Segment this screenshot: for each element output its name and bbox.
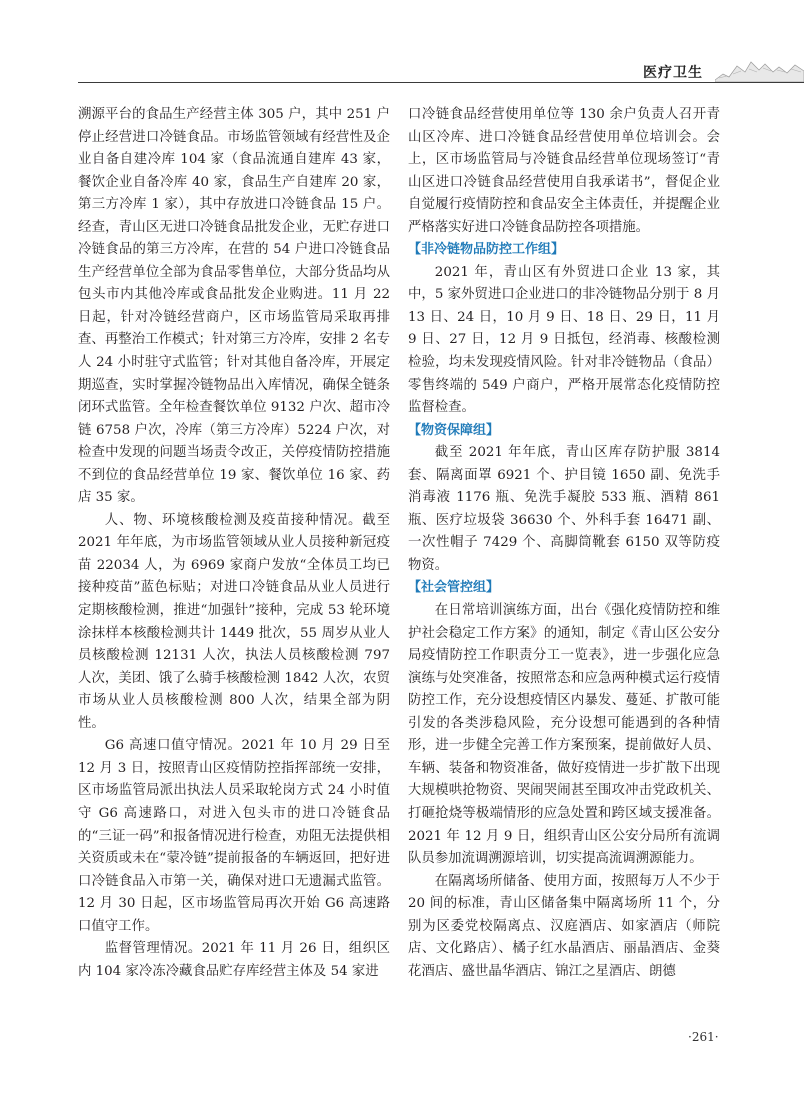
landscape-decoration-icon	[715, 54, 804, 82]
paragraph-training-meeting: 口冷链食品经营使用单位等 130 余户负责人召开青山区冷库、进口冷链食品经营使用单位培训会。会上，区市场监管局与冷链食品经营单位现场签订“青山区进口冷链食品经营使用自我承诺书”，督促企业自觉履行疫情防控和食品安全主体责任，并提醒企业严格落实好进口冷链食品防控各项措施。	[408, 107, 720, 235]
paragraph-non-cold-chain: 2021 年，青山区有外贸进口企业 13 家，其中，5 家外贸进口企业进口的非冷链物品分别于 8 月 13 日、24 日，10 月 9 日、18 日、29 日，11 月 9 日、27 日，12 月 9 日抵包，经消毒、核酸检测检验，均未发现疫情风险。针对非冷链物品（食品）零售终端的 549 户商户，严格开展常态化疫情防控监督检查。	[408, 264, 720, 416]
paragraph-isolation-sites: 在隔离场所储备、使用方面，按照每万人不少于 20 间的标准，青山区储备集中隔离场所 11 个，分别为区委党校隔离点、汉庭酒店、如家酒店（师院店、文化路店）、橘子红水晶酒店、丽晶酒店、金葵花酒店、盛世晶华酒店、锦江之星酒店、朗德	[408, 873, 720, 979]
paragraph-nucleic-acid-vaccination: 人、物、环境核酸检测及疫苗接种情况。截至 2021 年年底，为市场监管领域从业人员接种新冠疫苗 22034 人，为 6969 家商户发放“全体员工均已接种疫苗”蓝色标贴；对进口冷链食品从业人员进行定期核酸检测，推进“加强针”接种，完成 53 轮环境涂抹样本核酸检测共计 1449 批次，55 周岁从业人员核酸检测 12131 人次，执法人员核酸检测 797 人次，美团、饿了么骑手核酸检测 1842 人次，农贸市场从业人员核酸检测 800 人次，结果全部为阴性。	[78, 512, 390, 731]
paragraph-cold-storage-continued: 溯源平台的食品生产经营主体 305 户，其中 251 户停止经营进口冷链食品。市场监管领域有经营性及企业自备自建冷库 104 家（食品流通自建库 43 家，餐饮企业自备冷库 40 家，食品生产自建库 20 家，第三方冷库 1 家），其中存放进口冷链食品 15 户。经查，青山区无进口冷链食品批发企业，无贮存进口冷链食品的第三方冷库，在营的 54 户进口冷链食品生产经营单位全部为食品零售单位，大部分货品均从包头市内其他冷库或食品批发企业购进。11 月 22 日起，针对冷链经营商户，区市场监管局采取再排查、再整治工作模式；针对第三方冷库，安排 2 名专人 24 小时驻守式监管；针对其他自备冷库，开展定期巡查，实时掌握冷链物品出入库情况，确保全链条闭环式监管。全年检查餐饮单位 9132 户次、超市冷链 6758 户次，冷库（第三方冷库）5224 户次，对检查中发现的问题当场责令改正，关停疫情防控措施不到位的食品经营单位 19 家、餐饮单位 16 家、药店 35 家。	[78, 107, 390, 506]
running-header-title: 医疗卫生	[643, 65, 703, 81]
section-heading-supplies: 【物资保障组】	[408, 422, 500, 438]
page-number: ·261·	[688, 1030, 719, 1044]
section-heading-social-control: 【社会管控组】	[408, 580, 500, 596]
left-text-column	[78, 104, 390, 983]
paragraph-supplies: 截至 2021 年年底，青山区库存防护服 3814 套、隔离面罩 6921 个、护目镜 1650 副、免洗手消毒液 1176 瓶、免洗手凝胶 533 瓶、酒精 861 瓶、医疗垃圾袋 36630 个、外科手套 16471 副、一次性帽子 7429 个、高脚筒靴套 6150 双等防疫物资。	[408, 445, 720, 573]
paragraph-g6-highway-checkpoint: G6 高速口值守情况。2021 年 10 月 29 日至 12 月 3 日，按照青山区疫情防控指挥部统一安排，区市场监管局派出执法人员采取轮岗方式 24 小时值守 G6 高速路口，对进入包头市的进口冷链食品的“三证一码”和报备情况进行检查，劝阻无法提供相关资质或未在“蒙冷链”提前报备的车辆返回，把好进口冷链食品入市第一关，确保对进口无遗漏式监管。12 月 30 日起，区市场监管局再次开始 G6 高速路口值守工作。	[78, 738, 390, 934]
paragraph-drills: 在日常培训演练方面，出台《强化疫情防控和维护社会稳定工作方案》的通知，制定《青山区公安分局疫情防控工作职责分工一览表》，进一步强化应急演练与处突准备，按照常态和应急两种模式运行疫情防控工作，充分设想疫情区内暴发、蔓延、扩散可能引发的各类涉稳风险，充分设想可能遇到的各种情形，进一步健全完善工作方案预案，提前做好人员、车辆、装备和物资准备，做好疫情进一步扩散下出现大规模哄抢物资、哭闹哭闹甚至围攻冲击党政机关、打砸抢烧等极端情形的应急处置和跨区域支援准备。2021 年 12 月 9 日，组织青山区公安分局所有流调队员参加流调溯源培训，切实提高流调溯源能力。	[408, 603, 720, 867]
section-heading-non-cold-chain: 【非冷链物品防控工作组】	[408, 242, 565, 258]
header-rule	[78, 82, 804, 83]
paragraph-supervision-management: 监督管理情况。2021 年 11 月 26 日，组织区内 104 家冷冻冷藏食品贮存库经营主体及 54 家进	[78, 941, 390, 979]
right-text-column	[408, 104, 720, 983]
